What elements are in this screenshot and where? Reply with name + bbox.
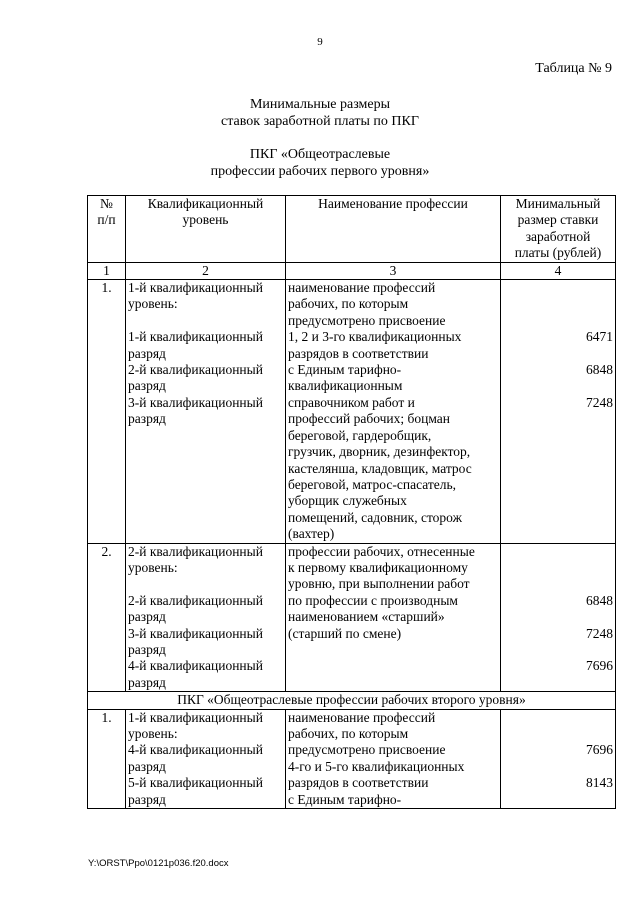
level-line: 3-й квалификационный <box>128 625 263 641</box>
level-line: разряд <box>128 674 166 690</box>
page-number: 9 <box>317 36 323 48</box>
title-line: ставок заработной платы по ПКГ <box>221 114 419 129</box>
table-number: Таблица № 9 <box>535 61 612 76</box>
column-number-row <box>88 262 616 279</box>
level-line: уровень: <box>128 725 178 741</box>
file-path-footer: Y:\ORST\Ppo\0121p036.f20.docx <box>88 858 229 869</box>
level-line: 3-й квалификационный <box>128 394 263 410</box>
profession-line: уборщик служебных <box>288 493 407 509</box>
level-cell <box>126 709 286 808</box>
header-number <box>88 196 126 263</box>
profession-line: квалификационным <box>288 378 403 394</box>
level-line: 4-й квалификационный <box>128 742 263 758</box>
profession-line: наименование профессий <box>288 280 436 296</box>
profession-line: (старший по смене) <box>288 625 402 641</box>
profession-line: кастелянша, кладовщик, матрос <box>288 460 472 476</box>
level-line: 2-й квалификационный <box>128 362 263 378</box>
profession-line: (вахтер) <box>288 526 335 542</box>
profession-line: предусмотрено присвоение <box>288 312 446 328</box>
table-header-row <box>88 196 616 263</box>
pkg-title-line: профессии рабочих первого уровня» <box>210 164 430 179</box>
level-line: разряд <box>128 791 166 807</box>
amount-cell <box>501 280 616 544</box>
level-line: 1-й квалификационный <box>128 280 263 296</box>
header-text: уровень <box>182 212 229 228</box>
profession-line: уровню, при выполнении работ <box>288 576 470 592</box>
document-title <box>0 96 640 130</box>
header-text: № <box>100 196 113 211</box>
amount-value: 6471 <box>586 329 613 345</box>
profession-line: грузчик, дворник, дезинфектор, <box>288 444 471 460</box>
level-cell <box>126 543 286 692</box>
profession-line: рабочих, по которым <box>288 725 409 741</box>
salary-table <box>87 195 616 809</box>
profession-line: рабочих, по которым <box>288 296 409 312</box>
profession-line: наименованием «старший» <box>288 609 445 625</box>
level-line: уровень: <box>128 559 178 575</box>
profession-line: с Единым тарифно- <box>288 791 402 807</box>
header-profession <box>286 196 501 263</box>
level-line: 1-й квалификационный <box>128 329 263 345</box>
profession-line: наименование профессий <box>288 709 436 725</box>
header-text: размер ставки <box>517 212 599 228</box>
level-line: 4-й квалификационный <box>128 658 263 674</box>
column-number: 4 <box>501 262 616 279</box>
level-line: разряд <box>128 411 166 427</box>
table-row <box>88 543 616 692</box>
header-text: п/п <box>97 212 116 228</box>
table-row <box>88 709 616 808</box>
level-cell <box>126 280 286 544</box>
level-line: уровень: <box>128 296 178 312</box>
profession-line: 1, 2 и 3-го квалификационных <box>288 329 462 345</box>
amount-value: 7696 <box>586 742 613 758</box>
group-header-row <box>88 692 616 709</box>
header-level <box>126 196 286 263</box>
header-text: платы (рублей) <box>514 245 602 261</box>
level-line: 2-й квалификационный <box>128 543 263 559</box>
row-number: 1. <box>88 280 126 544</box>
level-line: разряд <box>128 758 166 774</box>
profession-line: 4-го и 5-го квалификационных <box>288 758 465 774</box>
column-number: 2 <box>126 262 286 279</box>
profession-line: разрядов в соответствии <box>288 345 429 361</box>
profession-cell <box>286 280 501 544</box>
level-line: 5-й квалификационный <box>128 775 263 791</box>
header-text: Наименование профессии <box>318 196 468 211</box>
row-number: 1. <box>88 709 126 808</box>
level-line: 2-й квалификационный <box>128 592 263 608</box>
level-line: разряд <box>128 345 166 361</box>
profession-line: предусмотрено присвоение <box>288 742 446 758</box>
profession-line: помещений, садовник, сторож <box>288 509 462 525</box>
header-text: заработной <box>525 228 591 244</box>
amount-cell <box>501 543 616 692</box>
profession-line: справочником работ и <box>288 394 415 410</box>
pkg-title <box>0 146 640 180</box>
header-text: Квалификационный <box>147 196 264 211</box>
row-number: 2. <box>88 543 126 692</box>
profession-cell <box>286 543 501 692</box>
table-row <box>88 280 616 544</box>
header-text: Минимальный <box>515 196 601 211</box>
column-number: 1 <box>88 262 126 279</box>
profession-line: к первому квалификационному <box>288 559 468 575</box>
amount-value: 8143 <box>586 775 613 791</box>
profession-cell <box>286 709 501 808</box>
profession-line: профессии рабочих, отнесенные <box>288 543 475 559</box>
profession-line: с Единым тарифно- <box>288 362 402 378</box>
profession-line: профессий рабочих; боцман <box>288 411 451 427</box>
profession-line: береговой, гардеробщик, <box>288 427 432 443</box>
level-line: 1-й квалификационный <box>128 709 263 725</box>
level-line: разряд <box>128 609 166 625</box>
level-line: разряд <box>128 641 166 657</box>
column-number: 3 <box>286 262 501 279</box>
title-line: Минимальные размеры <box>249 97 391 112</box>
amount-value: 7248 <box>586 625 613 641</box>
amount-cell <box>501 709 616 808</box>
amount-value: 6848 <box>586 362 613 377</box>
amount-value: 7248 <box>586 394 613 410</box>
amount-value: 6848 <box>586 592 613 608</box>
profession-line: разрядов в соответствии <box>288 775 429 791</box>
level-line: разряд <box>128 378 166 394</box>
profession-line: береговой, матрос-спасатель, <box>288 476 457 492</box>
pkg-title-line: ПКГ «Общеотраслевые <box>249 147 391 162</box>
header-amount <box>501 196 616 263</box>
amount-value: 7696 <box>586 658 613 674</box>
profession-line: по профессии с производным <box>288 592 458 608</box>
group-title: ПКГ «Общеотраслевые профессии рабочих второго уровня» <box>88 692 616 709</box>
